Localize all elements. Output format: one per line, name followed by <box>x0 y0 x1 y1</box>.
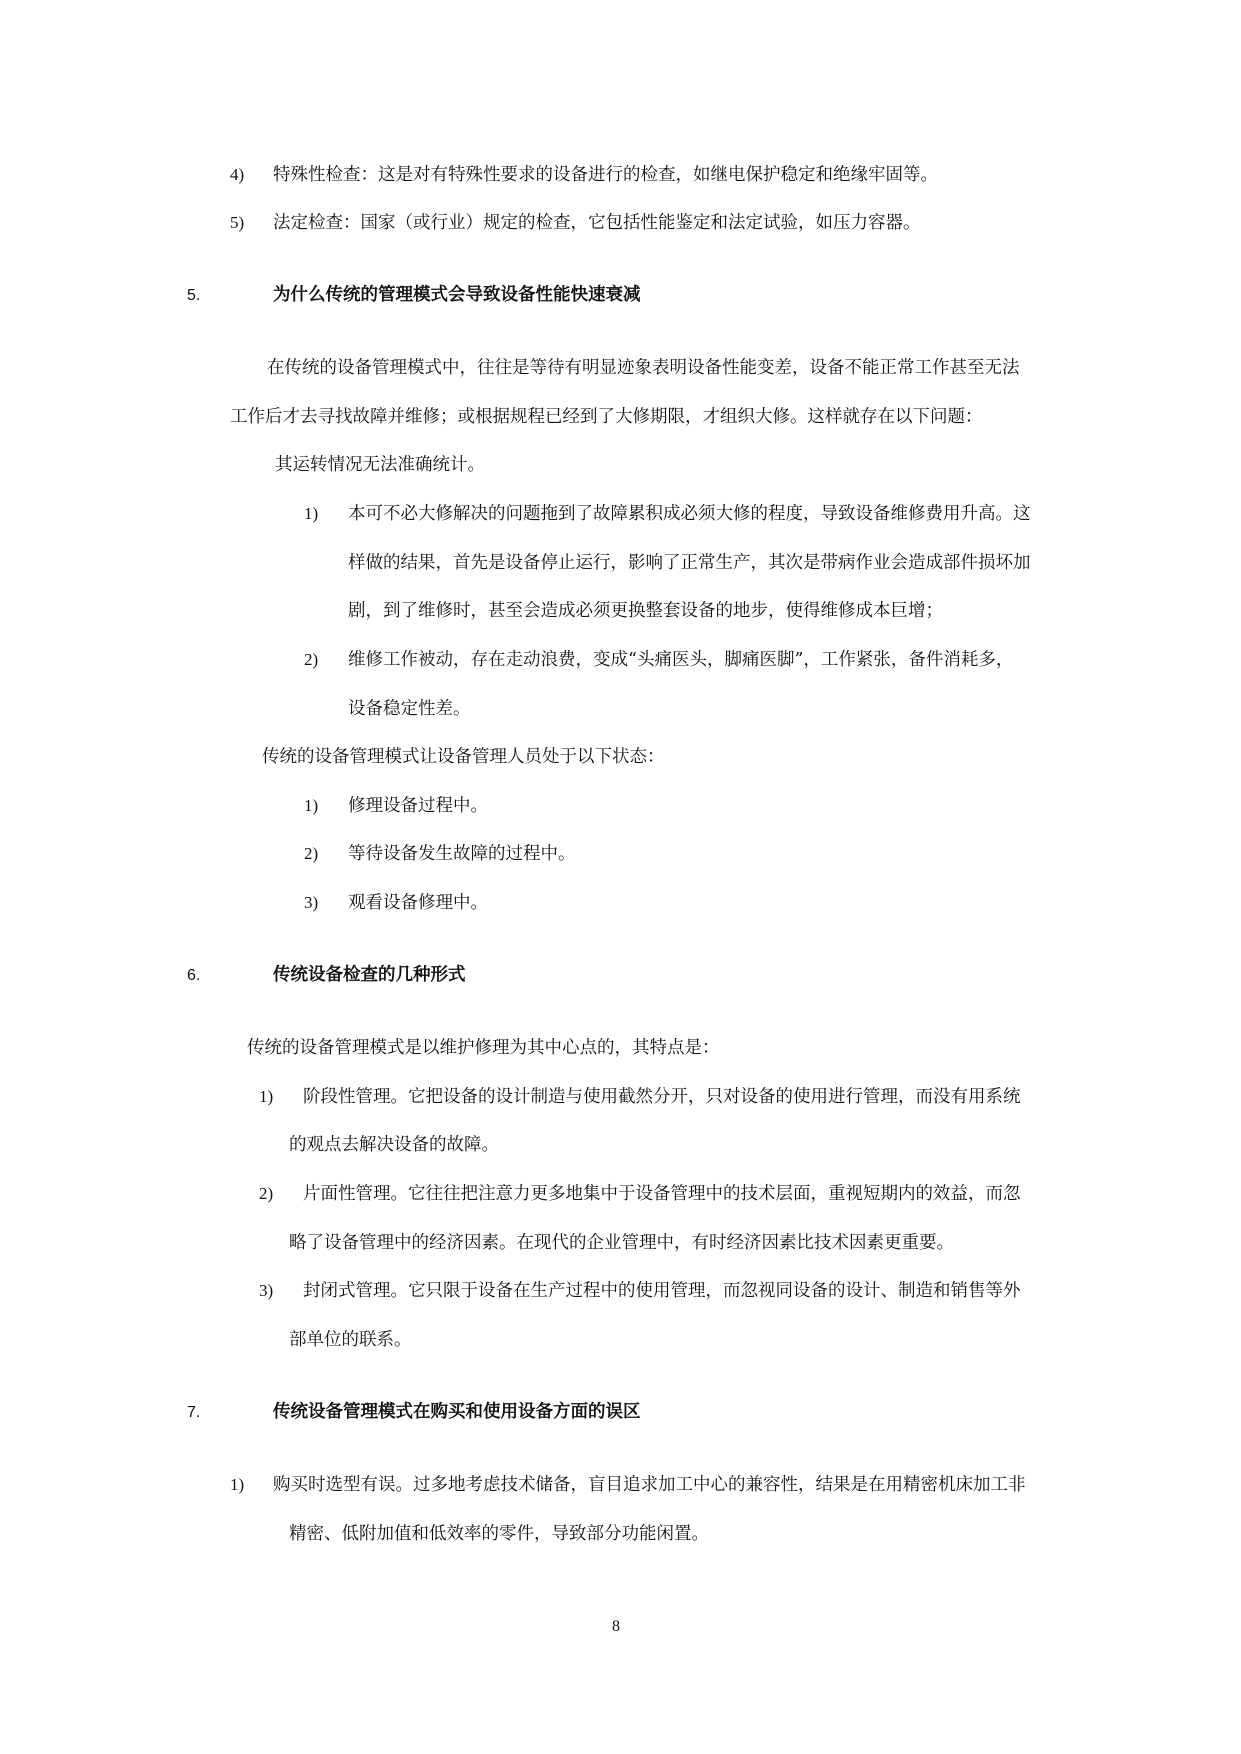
list-item-text: 观看设备修理中。 <box>348 893 488 913</box>
paragraph-line: 传统的设备管理模式是以维护修理为其中心点的，其特点是： <box>247 1038 720 1058</box>
list-item-text: 法定检查：国家（或行业）规定的检查，它包括性能鉴定和法定试验，如压力容器。 <box>273 213 921 233</box>
list-item-line: 维修工作被动，存在走动浪费，变成“头痛医头，脚痛医脚”，工作紧张，备件消耗多， <box>348 650 1014 670</box>
list-item-line: 略了设备管理中的经济因素。在现代的企业管理中，有时经济因素比技术因素更重要。 <box>289 1233 954 1253</box>
page-number: 8 <box>612 1618 620 1635</box>
list-number: 1) <box>230 1475 245 1494</box>
list-number: 2) <box>304 844 319 863</box>
paragraph-line: 在传统的设备管理模式中，往往是等待有明显迹象表明设备性能变差，设备不能正常工作甚至无法 <box>267 358 1020 378</box>
list-item-text: 等待设备发生故障的过程中。 <box>348 844 576 864</box>
list-item-line: 样做的结果，首先是设备停止运行，影响了正常生产，其次是带病作业会造成部件损坏加 <box>348 553 1031 573</box>
list-number: 1) <box>304 504 319 523</box>
section-number: 7. <box>187 1404 201 1421</box>
list-item-line: 剧，到了维修时，甚至会造成必须更换整套设备的地步，使得维修成本巨增； <box>348 601 943 621</box>
list-number: 5) <box>230 213 245 232</box>
section-heading: 传统设备管理模式在购买和使用设备方面的误区 <box>273 1402 641 1422</box>
list-item-line: 精密、低附加值和低效率的零件，导致部分功能闲置。 <box>289 1524 709 1544</box>
paragraph-line: 传统的设备管理模式让设备管理人员处于以下状态： <box>262 747 665 767</box>
section-number: 6. <box>187 967 201 984</box>
list-number: 2) <box>259 1184 274 1203</box>
section-number: 5. <box>187 287 201 304</box>
list-number: 4) <box>230 165 245 184</box>
list-item-line: 封闭式管理。它只限于设备在生产过程中的使用管理，而忽视同设备的设计、制造和销售等外 <box>303 1281 1021 1301</box>
list-item-line: 片面性管理。它往往把注意力更多地集中于设备管理中的技术层面，重视短期内的效益，而忽 <box>303 1184 1021 1204</box>
paragraph-line: 其运转情况无法准确统计。 <box>275 455 485 475</box>
list-number: 3) <box>259 1281 274 1300</box>
list-number: 2) <box>304 650 319 669</box>
list-item-text: 修理设备过程中。 <box>348 796 488 816</box>
section-heading: 传统设备检查的几种形式 <box>273 965 466 985</box>
list-item-line: 购买时选型有误。过多地考虑技术储备，盲目追求加工中心的兼容性，结果是在用精密机床加工非 <box>273 1475 1026 1495</box>
list-item-line: 设备稳定性差。 <box>348 699 471 719</box>
list-item-line: 阶段性管理。它把设备的设计制造与使用截然分开，只对设备的使用进行管理，而没有用系统 <box>303 1087 1021 1107</box>
section-heading: 为什么传统的管理模式会导致设备性能快速衰减 <box>273 285 641 305</box>
paragraph-line: 工作后才去寻找故障并维修；或根据规程已经到了大修期限，才组织大修。这样就存在以下问题： <box>230 407 983 427</box>
list-item-line: 本可不必大修解决的问题拖到了故障累积成必须大修的程度，导致设备维修费用升高。这 <box>348 504 1031 524</box>
list-item-line: 的观点去解决设备的故障。 <box>289 1135 499 1155</box>
list-number: 1) <box>304 796 319 815</box>
list-item-text: 特殊性检查：这是对有特殊性要求的设备进行的检查，如继电保护稳定和绝缘牢固等。 <box>273 165 938 185</box>
list-item-line: 部单位的联系。 <box>289 1330 412 1350</box>
list-number: 3) <box>304 893 319 912</box>
list-number: 1) <box>259 1087 274 1106</box>
